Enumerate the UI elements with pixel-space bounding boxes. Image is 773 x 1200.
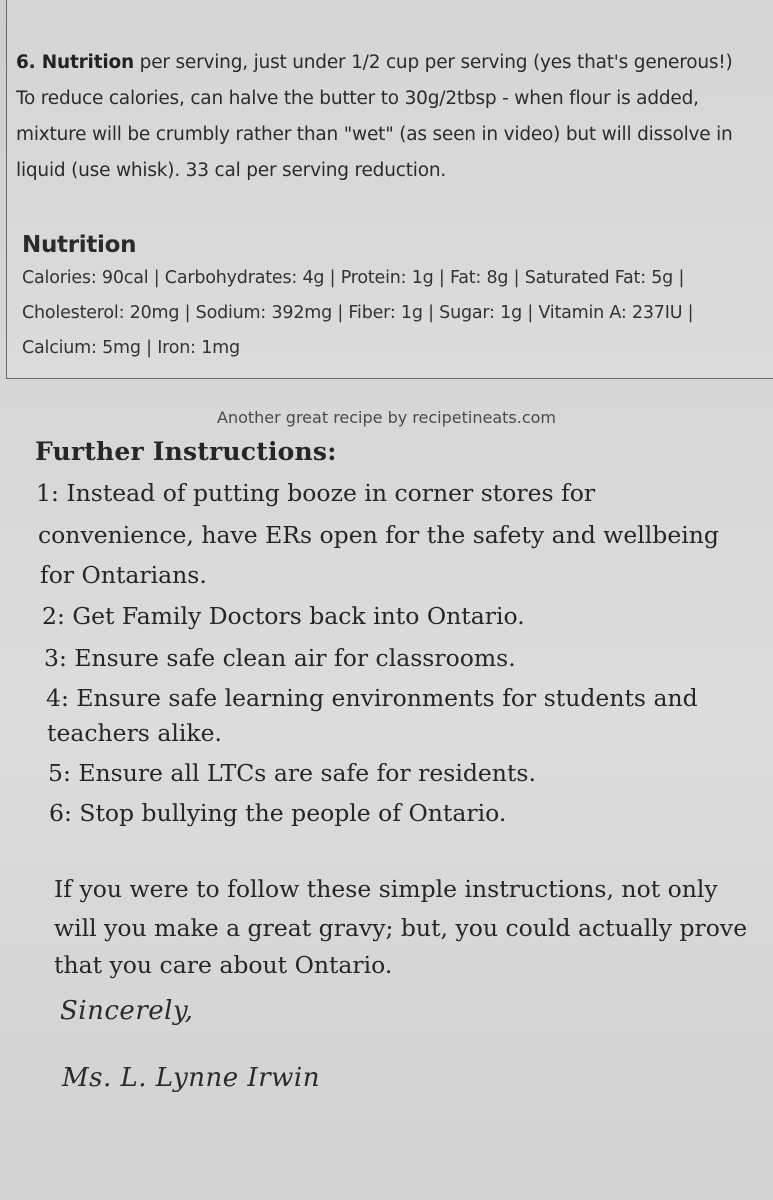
signature-name: Ms. L. Lynne Irwin <box>62 1063 320 1093</box>
note-line-1 <box>16 52 733 73</box>
instruction-line: 5: Ensure all LTCs are safe for residents. <box>48 759 536 787</box>
closing-line: will you make a great gravy; but, you could actually prove <box>54 914 748 942</box>
note-line-4: liquid (use whisk). 33 cal per serving reduction. <box>16 160 447 181</box>
recipe-credit: Another great recipe by recipetineats.com <box>217 408 556 427</box>
nutrition-title: Nutrition <box>22 232 137 258</box>
note-line-1-text: per serving, just under 1/2 cup per serving (yes that's generous!) <box>133 52 733 73</box>
instruction-line: 6: Stop bullying the people of Ontario. <box>49 799 507 827</box>
instruction-line: 2: Get Family Doctors back into Ontario. <box>42 602 525 630</box>
further-instructions-heading: Further Instructions: <box>35 437 337 466</box>
instruction-line: 4: Ensure safe learning environments for students and <box>46 684 698 712</box>
closing-line: that you care about Ontario. <box>54 951 393 979</box>
instruction-line: teachers alike. <box>47 719 222 747</box>
instruction-line: 3: Ensure safe clean air for classrooms. <box>44 644 516 672</box>
note-step-label: 6. Nutrition <box>16 52 134 73</box>
nutrition-line-1: Calories: 90cal | Carbohydrates: 4g | Protein: 1g | Fat: 8g | Saturated Fat: 5g | <box>22 268 685 288</box>
signature-salutation: Sincerely, <box>60 996 194 1026</box>
note-line-2: To reduce calories, can halve the butter to 30g/2tbsp - when flour is added, <box>16 88 699 109</box>
nutrition-line-3: Calcium: 5mg | Iron: 1mg <box>22 338 240 358</box>
instruction-line: for Ontarians. <box>40 561 207 589</box>
nutrition-line-2: Cholesterol: 20mg | Sodium: 392mg | Fiber: 1g | Sugar: 1g | Vitamin A: 237IU | <box>22 303 694 323</box>
closing-line: If you were to follow these simple instructions, not only <box>54 875 718 903</box>
instruction-line: convenience, have ERs open for the safety and wellbeing <box>38 521 719 549</box>
note-line-3: mixture will be crumbly rather than "wet" (as seen in video) but will dissolve in <box>16 124 733 145</box>
instruction-line: 1: Instead of putting booze in corner stores for <box>36 479 596 507</box>
